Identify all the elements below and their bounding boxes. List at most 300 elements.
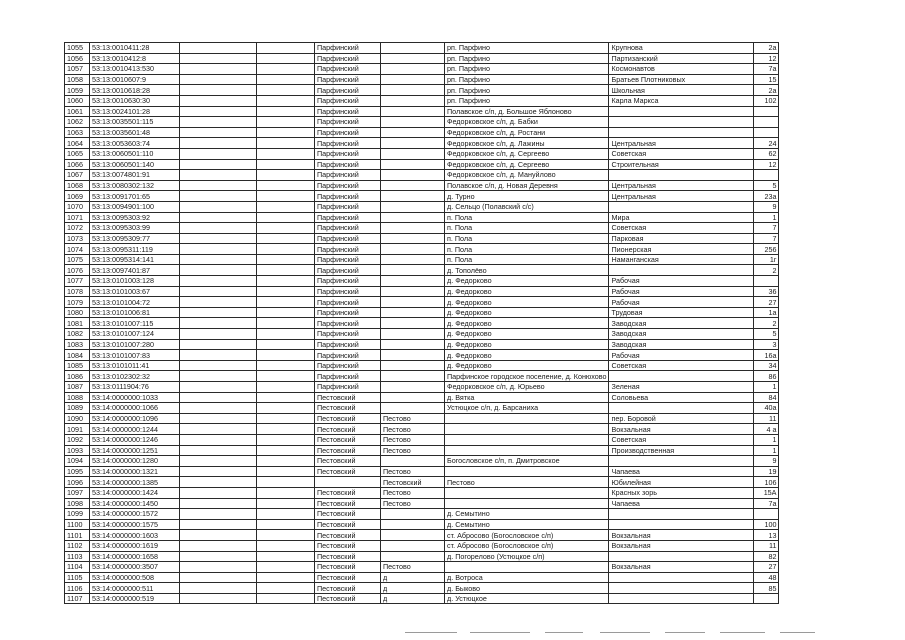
col-empty-1-cell <box>180 223 257 234</box>
col-empty-2-cell <box>257 593 315 604</box>
settlement-cell: Полавское с/п, д. Большое Яблоново <box>445 106 609 117</box>
locality-cell <box>381 43 445 54</box>
cadastral-number-cell: 53:13:0097401:87 <box>90 265 180 276</box>
cadastral-number-cell: 53:13:0095303:92 <box>90 212 180 223</box>
settlement-cell: д. Федорково <box>445 297 609 308</box>
col-empty-2-cell <box>257 297 315 308</box>
row-number-cell: 1063 <box>65 127 90 138</box>
col-empty-1-cell <box>180 170 257 181</box>
table-row <box>65 223 779 234</box>
settlement-cell: п. Пола <box>445 254 609 265</box>
row-number-cell: 1085 <box>65 360 90 371</box>
cadastral-number-cell: 53:13:0101007:280 <box>90 339 180 350</box>
table-row <box>65 307 779 318</box>
cadastral-number-cell: 53:13:0094901:100 <box>90 201 180 212</box>
cadastral-number-cell: 53:14:0000000:1385 <box>90 477 180 488</box>
table-row <box>65 74 779 85</box>
row-number-cell: 1106 <box>65 583 90 594</box>
col-empty-1-cell <box>180 318 257 329</box>
settlement-cell: д. Федорково <box>445 276 609 287</box>
col-empty-1-cell <box>180 487 257 498</box>
cadastral-number-cell: 53:13:0060501:140 <box>90 159 180 170</box>
settlement-cell: п. Пола <box>445 223 609 234</box>
col-empty-1-cell <box>180 180 257 191</box>
row-number-cell: 1090 <box>65 413 90 424</box>
locality-cell <box>381 276 445 287</box>
col-empty-2-cell <box>257 562 315 573</box>
row-number-cell: 1091 <box>65 424 90 435</box>
settlement-cell: Богословское с/п, п. Дмитровское <box>445 456 609 467</box>
district-cell: Парфинский <box>315 276 381 287</box>
house-number-cell: 2а <box>754 43 779 54</box>
cadastral-number-cell: 53:13:0101007:83 <box>90 350 180 361</box>
house-number-cell: 7а <box>754 498 779 509</box>
row-number-cell: 1098 <box>65 498 90 509</box>
street-cell <box>609 170 754 181</box>
col-empty-1-cell <box>180 297 257 308</box>
registry-table-container <box>64 42 779 604</box>
table-row <box>65 244 779 255</box>
street-cell: Чапаева <box>609 498 754 509</box>
col-empty-2-cell <box>257 540 315 551</box>
district-cell: Парфинский <box>315 170 381 181</box>
col-empty-2-cell <box>257 74 315 85</box>
col-empty-2-cell <box>257 392 315 403</box>
locality-cell: д <box>381 583 445 594</box>
table-row <box>65 233 779 244</box>
col-empty-2-cell <box>257 530 315 541</box>
row-number-cell: 1105 <box>65 572 90 583</box>
locality-cell <box>381 371 445 382</box>
house-number-cell: 11 <box>754 540 779 551</box>
street-cell: Центральная <box>609 138 754 149</box>
house-number-cell: 1 <box>754 382 779 393</box>
district-cell: Парфинский <box>315 244 381 255</box>
settlement-cell: д. Турно <box>445 191 609 202</box>
row-number-cell: 1096 <box>65 477 90 488</box>
house-number-cell: 5 <box>754 180 779 191</box>
street-cell: Партизанский <box>609 53 754 64</box>
house-number-cell: 9 <box>754 201 779 212</box>
col-empty-1-cell <box>180 329 257 340</box>
cadastral-number-cell: 53:13:0053603:74 <box>90 138 180 149</box>
street-cell: Крупнова <box>609 43 754 54</box>
settlement-cell: Федорковское с/п, д. Мануйлово <box>445 170 609 181</box>
district-cell: Пестовский <box>315 551 381 562</box>
house-number-cell: 1г <box>754 254 779 265</box>
row-number-cell: 1099 <box>65 509 90 520</box>
col-empty-1-cell <box>180 593 257 604</box>
settlement-cell: д. Быково <box>445 583 609 594</box>
cadastral-number-cell: 53:14:0000000:1066 <box>90 403 180 414</box>
col-empty-2-cell <box>257 583 315 594</box>
table-row <box>65 509 779 520</box>
district-cell: Пестовский <box>315 445 381 456</box>
row-number-cell: 1084 <box>65 350 90 361</box>
col-empty-2-cell <box>257 498 315 509</box>
table-row <box>65 593 779 604</box>
street-cell: Советская <box>609 360 754 371</box>
locality-cell <box>381 456 445 467</box>
col-empty-1-cell <box>180 212 257 223</box>
table-row <box>65 276 779 287</box>
locality-cell: Пестово <box>381 413 445 424</box>
row-number-cell: 1093 <box>65 445 90 456</box>
street-cell <box>609 106 754 117</box>
table-row <box>65 360 779 371</box>
settlement-cell: д. Семытино <box>445 509 609 520</box>
house-number-cell: 27 <box>754 297 779 308</box>
district-cell: Пестовский <box>315 403 381 414</box>
street-cell: Трудовая <box>609 307 754 318</box>
col-empty-2-cell <box>257 551 315 562</box>
locality-cell <box>381 244 445 255</box>
street-cell: Братьев Плотниковых <box>609 74 754 85</box>
district-cell: Пестовский <box>315 498 381 509</box>
district-cell: Парфинский <box>315 85 381 96</box>
street-cell: Соловьева <box>609 392 754 403</box>
col-empty-2-cell <box>257 223 315 234</box>
house-number-cell: 102 <box>754 95 779 106</box>
table-row <box>65 170 779 181</box>
street-cell: Наманганская <box>609 254 754 265</box>
locality-cell <box>381 180 445 191</box>
col-empty-2-cell <box>257 43 315 54</box>
street-cell: Строительная <box>609 159 754 170</box>
col-empty-1-cell <box>180 74 257 85</box>
row-number-cell: 1100 <box>65 519 90 530</box>
house-number-cell: 256 <box>754 244 779 255</box>
house-number-cell: 106 <box>754 477 779 488</box>
table-row <box>65 43 779 54</box>
house-number-cell <box>754 170 779 181</box>
col-empty-1-cell <box>180 456 257 467</box>
table-row <box>65 350 779 361</box>
street-cell: Красных зорь <box>609 487 754 498</box>
col-empty-2-cell <box>257 233 315 244</box>
table-row <box>65 286 779 297</box>
district-cell: Парфинский <box>315 95 381 106</box>
table-row <box>65 64 779 75</box>
row-number-cell: 1071 <box>65 212 90 223</box>
table-row <box>65 265 779 276</box>
locality-cell <box>381 339 445 350</box>
col-empty-1-cell <box>180 477 257 488</box>
house-number-cell: 16а <box>754 350 779 361</box>
street-cell: Парковая <box>609 233 754 244</box>
row-number-cell: 1092 <box>65 434 90 445</box>
cadastral-number-cell: 53:13:0010413:530 <box>90 64 180 75</box>
cadastral-number-cell: 53:14:0000000:1619 <box>90 540 180 551</box>
col-empty-2-cell <box>257 127 315 138</box>
street-cell: Зеленая <box>609 382 754 393</box>
house-number-cell: 19 <box>754 466 779 477</box>
table-row <box>65 572 779 583</box>
cadastral-number-cell: 53:14:0000000:1321 <box>90 466 180 477</box>
col-empty-2-cell <box>257 138 315 149</box>
cadastral-number-cell: 53:13:0074801:91 <box>90 170 180 181</box>
district-cell: Парфинский <box>315 286 381 297</box>
cadastral-number-cell: 53:14:0000000:1424 <box>90 487 180 498</box>
district-cell: Парфинский <box>315 382 381 393</box>
settlement-cell <box>445 466 609 477</box>
row-number-cell: 1078 <box>65 286 90 297</box>
house-number-cell: 40а <box>754 403 779 414</box>
row-number-cell: 1067 <box>65 170 90 181</box>
col-empty-2-cell <box>257 424 315 435</box>
locality-cell <box>381 95 445 106</box>
locality-cell <box>381 509 445 520</box>
row-number-cell: 1069 <box>65 191 90 202</box>
col-empty-1-cell <box>180 360 257 371</box>
locality-cell <box>381 191 445 202</box>
table-row <box>65 85 779 96</box>
house-number-cell <box>754 106 779 117</box>
cadastral-number-cell: 53:14:0000000:1572 <box>90 509 180 520</box>
col-empty-2-cell <box>257 350 315 361</box>
col-empty-1-cell <box>180 551 257 562</box>
street-cell: Заводская <box>609 318 754 329</box>
col-empty-1-cell <box>180 43 257 54</box>
locality-cell <box>381 159 445 170</box>
col-empty-1-cell <box>180 519 257 530</box>
district-cell: Парфинский <box>315 201 381 212</box>
locality-cell <box>381 117 445 128</box>
locality-cell <box>381 201 445 212</box>
cadastral-number-cell: 53:14:0000000:1246 <box>90 434 180 445</box>
col-empty-2-cell <box>257 159 315 170</box>
col-empty-2-cell <box>257 307 315 318</box>
table-row <box>65 180 779 191</box>
cadastral-number-cell: 53:13:0095314:141 <box>90 254 180 265</box>
locality-cell: д <box>381 572 445 583</box>
street-cell: Советская <box>609 223 754 234</box>
locality-cell <box>381 223 445 234</box>
house-number-cell: 1 <box>754 445 779 456</box>
street-cell: Вокзальная <box>609 424 754 435</box>
district-cell: Парфинский <box>315 371 381 382</box>
cadastral-number-cell: 53:14:0000000:1096 <box>90 413 180 424</box>
cadastral-number-cell: 53:13:0010411:28 <box>90 43 180 54</box>
col-empty-1-cell <box>180 509 257 520</box>
house-number-cell: 12 <box>754 159 779 170</box>
settlement-cell: ст. Абросово (Богословское с/п) <box>445 530 609 541</box>
table-body <box>65 43 779 604</box>
house-number-cell: 1 <box>754 434 779 445</box>
cadastral-number-cell: 53:14:0000000:1244 <box>90 424 180 435</box>
locality-cell <box>381 392 445 403</box>
cadastral-number-cell: 53:14:0000000:511 <box>90 583 180 594</box>
col-empty-2-cell <box>257 318 315 329</box>
col-empty-1-cell <box>180 339 257 350</box>
col-empty-2-cell <box>257 53 315 64</box>
col-empty-2-cell <box>257 456 315 467</box>
row-number-cell: 1104 <box>65 562 90 573</box>
table-row <box>65 318 779 329</box>
cadastral-number-cell: 53:13:0101007:124 <box>90 329 180 340</box>
cadastral-number-cell: 53:13:0095303:99 <box>90 223 180 234</box>
house-number-cell <box>754 593 779 604</box>
district-cell: Парфинский <box>315 148 381 159</box>
col-empty-1-cell <box>180 117 257 128</box>
house-number-cell <box>754 127 779 138</box>
locality-cell <box>381 254 445 265</box>
locality-cell <box>381 170 445 181</box>
col-empty-2-cell <box>257 329 315 340</box>
row-number-cell: 1074 <box>65 244 90 255</box>
house-number-cell: 86 <box>754 371 779 382</box>
row-number-cell: 1064 <box>65 138 90 149</box>
settlement-cell: рп. Парфино <box>445 64 609 75</box>
row-number-cell: 1070 <box>65 201 90 212</box>
street-cell: Карла Маркса <box>609 95 754 106</box>
row-number-cell: 1076 <box>65 265 90 276</box>
col-empty-2-cell <box>257 254 315 265</box>
settlement-cell: Федорковское с/п, д. Лажины <box>445 138 609 149</box>
col-empty-1-cell <box>180 392 257 403</box>
locality-cell <box>381 350 445 361</box>
street-cell <box>609 551 754 562</box>
district-cell: Пестовский <box>315 509 381 520</box>
settlement-cell: рп. Парфино <box>445 74 609 85</box>
table-row <box>65 159 779 170</box>
table-row <box>65 466 779 477</box>
col-empty-2-cell <box>257 477 315 488</box>
house-number-cell: 1 <box>754 212 779 223</box>
col-empty-2-cell <box>257 487 315 498</box>
street-cell: Школьная <box>609 85 754 96</box>
cadastral-number-cell: 53:13:0101003:67 <box>90 286 180 297</box>
table-row <box>65 445 779 456</box>
cadastral-number-cell: 53:14:0000000:1575 <box>90 519 180 530</box>
settlement-cell: п. Пола <box>445 244 609 255</box>
cadastral-number-cell: 53:13:0101007:115 <box>90 318 180 329</box>
row-number-cell: 1066 <box>65 159 90 170</box>
table-row <box>65 148 779 159</box>
locality-cell <box>381 297 445 308</box>
locality-cell <box>381 148 445 159</box>
locality-cell: Пестово <box>381 424 445 435</box>
district-cell: Пестовский <box>315 434 381 445</box>
house-number-cell: 1а <box>754 307 779 318</box>
house-number-cell: 23а <box>754 191 779 202</box>
table-row <box>65 583 779 594</box>
col-empty-1-cell <box>180 233 257 244</box>
district-cell: Пестовский <box>315 519 381 530</box>
settlement-cell <box>445 487 609 498</box>
locality-cell <box>381 212 445 223</box>
col-empty-1-cell <box>180 350 257 361</box>
col-empty-2-cell <box>257 434 315 445</box>
col-empty-1-cell <box>180 498 257 509</box>
col-empty-1-cell <box>180 265 257 276</box>
col-empty-2-cell <box>257 85 315 96</box>
locality-cell <box>381 138 445 149</box>
col-empty-2-cell <box>257 403 315 414</box>
cadastral-number-cell: 53:13:0035601:48 <box>90 127 180 138</box>
house-number-cell: 27 <box>754 562 779 573</box>
settlement-cell <box>445 424 609 435</box>
district-cell: Парфинский <box>315 117 381 128</box>
locality-cell <box>381 53 445 64</box>
settlement-cell <box>445 434 609 445</box>
house-number-cell: 3 <box>754 339 779 350</box>
locality-cell <box>381 519 445 530</box>
table-row <box>65 95 779 106</box>
cadastral-number-cell: 53:14:0000000:1280 <box>90 456 180 467</box>
house-number-cell: 9 <box>754 456 779 467</box>
cadastral-number-cell: 53:13:0080302:132 <box>90 180 180 191</box>
district-cell <box>315 477 381 488</box>
district-cell: Пестовский <box>315 530 381 541</box>
table-row <box>65 530 779 541</box>
locality-cell: д <box>381 593 445 604</box>
row-number-cell: 1057 <box>65 64 90 75</box>
district-cell: Парфинский <box>315 138 381 149</box>
district-cell: Парфинский <box>315 339 381 350</box>
settlement-cell: п. Пола <box>445 212 609 223</box>
house-number-cell: 36 <box>754 286 779 297</box>
settlement-cell: д. Федорково <box>445 339 609 350</box>
locality-cell <box>381 307 445 318</box>
settlement-cell: Федорковское с/п, д. Юрьево <box>445 382 609 393</box>
street-cell: Производственная <box>609 445 754 456</box>
row-number-cell: 1068 <box>65 180 90 191</box>
col-empty-1-cell <box>180 127 257 138</box>
col-empty-1-cell <box>180 53 257 64</box>
district-cell: Парфинский <box>315 43 381 54</box>
settlement-cell: д. Федорково <box>445 307 609 318</box>
house-number-cell: 7а <box>754 64 779 75</box>
table-row <box>65 254 779 265</box>
table-row <box>65 191 779 202</box>
col-empty-2-cell <box>257 117 315 128</box>
district-cell: Пестовский <box>315 424 381 435</box>
col-empty-1-cell <box>180 371 257 382</box>
col-empty-1-cell <box>180 583 257 594</box>
street-cell: Мира <box>609 212 754 223</box>
col-empty-1-cell <box>180 530 257 541</box>
house-number-cell: 62 <box>754 148 779 159</box>
col-empty-2-cell <box>257 180 315 191</box>
locality-cell <box>381 551 445 562</box>
settlement-cell <box>445 498 609 509</box>
table-row <box>65 519 779 530</box>
district-cell: Пестовский <box>315 540 381 551</box>
cadastral-number-cell: 53:13:0010412:8 <box>90 53 180 64</box>
settlement-cell: Федорковское с/п, д. Ростани <box>445 127 609 138</box>
cadastral-number-cell: 53:13:0101003:128 <box>90 276 180 287</box>
row-number-cell: 1060 <box>65 95 90 106</box>
cadastral-number-cell: 53:13:0091701:65 <box>90 191 180 202</box>
table-row <box>65 424 779 435</box>
table-row <box>65 117 779 128</box>
locality-cell <box>381 403 445 414</box>
row-number-cell: 1075 <box>65 254 90 265</box>
street-cell: Советская <box>609 434 754 445</box>
col-empty-1-cell <box>180 382 257 393</box>
district-cell: Парфинский <box>315 223 381 234</box>
cadastral-number-cell: 53:13:0101006:81 <box>90 307 180 318</box>
district-cell: Парфинский <box>315 180 381 191</box>
row-number-cell: 1081 <box>65 318 90 329</box>
district-cell: Парфинский <box>315 329 381 340</box>
col-empty-2-cell <box>257 382 315 393</box>
settlement-cell: д. Вятка <box>445 392 609 403</box>
col-empty-1-cell <box>180 286 257 297</box>
row-number-cell: 1072 <box>65 223 90 234</box>
row-number-cell: 1103 <box>65 551 90 562</box>
